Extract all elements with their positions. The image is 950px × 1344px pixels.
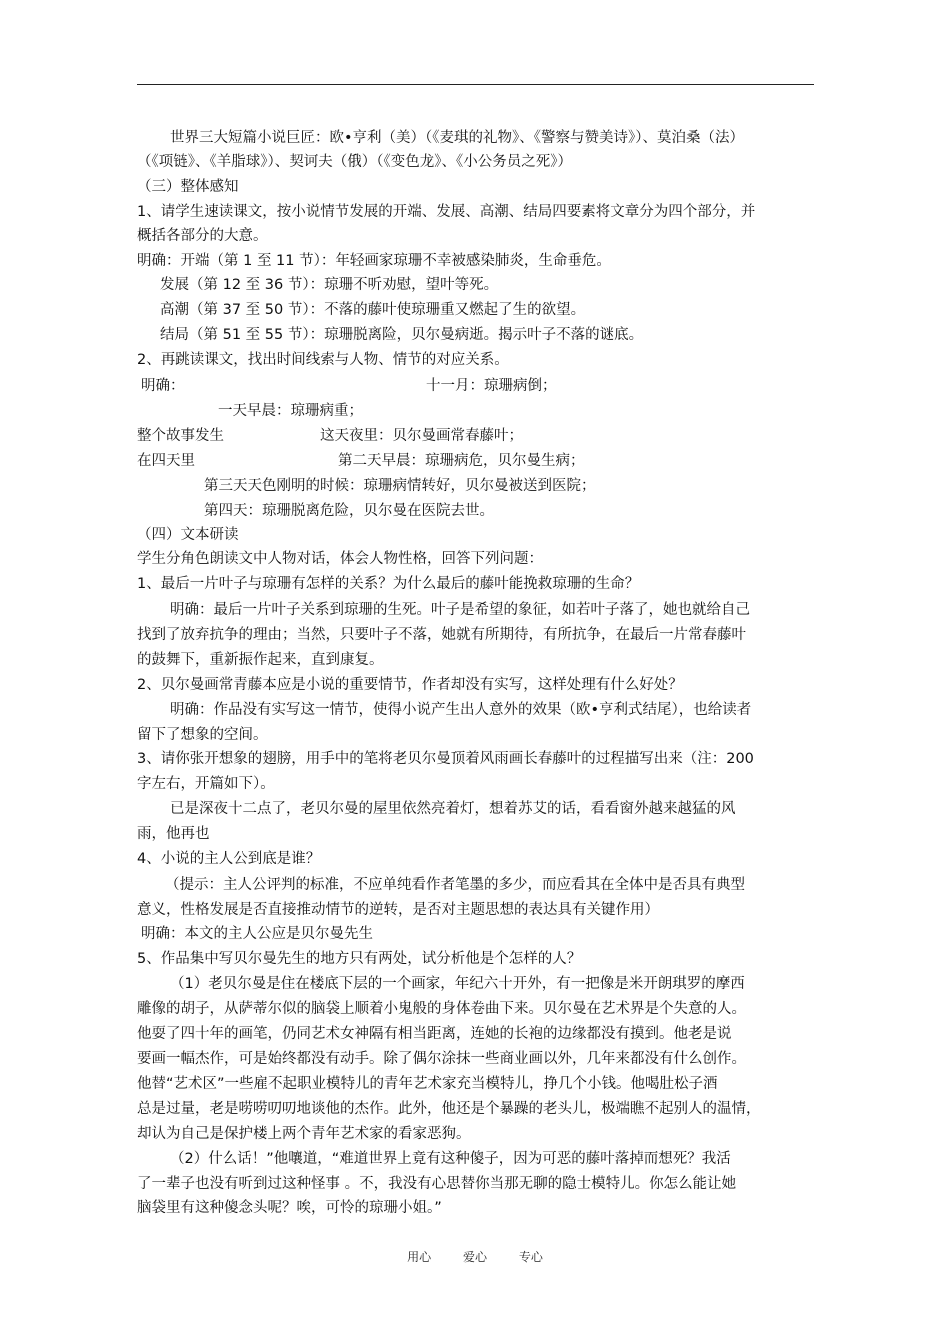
timeline-item: 第二天早晨：琼珊病危，贝尔曼生病； [338,453,585,469]
text-line: 高潮（第 37 至 50 节）：不落的藤叶使琼珊重又燃起了生的欲望。 [160,302,586,318]
text-line: 字左右，开篇如下）。 [137,776,275,792]
text-line: 要画一幅杰作，可是始终都没有动手。除了偶尔涂抹一些商业画以外，几年来都没有什么创作。 [137,1051,746,1067]
question: 3、请你张开想象的翅膀，用手中的笔将老贝尔曼顶着风雨画长春藤叶的过程描写出来（注：200 [137,751,754,767]
timeline-item: 第三天天色刚明的时候：琼珊病情转好，贝尔曼被送到医院； [204,478,596,494]
question: 5、作品集中写贝尔曼先生的地方只有两处，试分析他是个怎样的人？ [137,951,582,967]
text-line: 结局（第 51 至 55 节）：琼珊脱离险，贝尔曼病逝。揭示叶子不落的谜底。 [160,327,644,343]
text-line: 雕像的胡子，从萨蒂尔似的脑袋上顺着小鬼般的身体卷曲下来。贝尔曼在艺术界是个失意的人。 [137,1001,746,1017]
footer-text: 用心 [407,1250,432,1264]
footer-text: 专心 [518,1250,543,1264]
text-line: 找到了放弃抗争的理由；当然，只要叶子不落，她就有所期待，有所抗争，在最后一片常春藤叶 [137,627,746,643]
timeline-item: 这天夜里：贝尔曼画常春藤叶； [320,428,523,444]
answer: 明确：本文的主人公应是贝尔曼先生 [141,926,373,942]
text-line: 发展（第 12 至 36 节）：琼珊不听劝慰，望叶等死。 [160,277,499,293]
header-rule [137,84,814,85]
answer-label: 明确： [141,378,185,394]
text-line: 留下了想象的空间。 [137,727,268,743]
text-line: 总是过量，老是唠唠叨叨地谈他的杰作。此外，他还是个暴躁的老头儿，极端瞧不起别人的温情， [137,1101,761,1117]
timeline-item: 十一月：琼珊病倒； [426,378,557,394]
text-line: 雨，他再也 [137,826,210,842]
timeline-label: 在四天里 [137,453,195,469]
text-line: 他替“艺术区”一些雇不起职业模特儿的青年艺术家充当模特儿，挣几个小钱。他喝肚松子酒 [137,1076,718,1092]
timeline-item: 第四天：琼珊脱离危险，贝尔曼在医院去世。 [204,503,494,519]
question: 2、再跳读课文，找出时间线索与人物、情节的对应关系。 [137,352,509,368]
text-line: （2）什么话！”他嚷道，“难道世界上竟有这种傻子，因为可恶的藤叶落掉而想死？我活 [170,1151,731,1167]
text-line: 意义，性格发展是否直接推动情节的逆转，是否对主题思想的表达具有关键作用） [137,902,659,918]
question: 4、小说的主人公到底是谁？ [137,851,321,867]
answer: 明确：作品没有实写这一情节，使得小说产生出人意外的效果（欧•亨利式结尾），也给读者 [170,702,752,718]
section-heading: （三）整体感知 [137,179,239,195]
text-line: 学生分角色朗读文中人物对话，体会人物性格，回答下列问题： [137,551,543,567]
text-line: 概括各部分的大意。 [137,228,268,244]
text-line: 世界三大短篇小说巨匠：欧•亨利（美）（《麦琪的礼物》、《警察与赞美诗》）、莫泊桑（法） [170,130,745,146]
section-heading: （四）文本研读 [137,527,239,543]
text-line: 了一辈子也没有听到过这种怪事 。不，我没有心思替你当那无聊的隐士模特儿。你怎么能让她 [137,1176,737,1192]
answer: 明确：开端（第 1 至 11 节）：年轻画家琼珊不幸被感染肺炎，生命垂危。 [137,253,611,269]
page-footer [0,1248,950,1265]
text-line: 的鼓舞下，重新振作起来，直到康复。 [137,652,384,668]
text-line: 已是深夜十二点了，老贝尔曼的屋里依然亮着灯，想着苏艾的话，看看窗外越来越猛的风 [170,801,736,817]
answer: 明确：最后一片叶子关系到琼珊的生死。叶子是希望的象征，如若叶子落了，她也就给自己 [170,602,750,618]
text-line: （《项链》、《羊脂球》）、契诃夫（俄）（《变色龙》、《小公务员之死》） [137,154,572,170]
text-line: 脑袋里有这种傻念头呢？唉，可怜的琼珊小姐。” [137,1200,442,1216]
footer-text: 爱心 [462,1250,487,1264]
timeline-item: 一天早晨：琼珊病重； [218,403,363,419]
text-line: 却认为自己是保护楼上两个青年艺术家的看家恶狗。 [137,1126,471,1142]
hint: （提示：主人公评判的标准，不应单纯看作者笔墨的多少，而应看其在全体中是否具有典型 [165,877,745,893]
question: 2、贝尔曼画常青藤本应是小说的重要情节，作者却没有实写，这样处理有什么好处？ [137,677,683,693]
text-line: 他耍了四十年的画笔，仍同艺术女神隔有相当距离，连她的长袍的边缘都没有摸到。他老是说 [137,1026,732,1042]
timeline-label: 整个故事发生 [137,428,224,444]
question: 1、最后一片叶子与琼珊有怎样的关系？为什么最后的藤叶能挽救琼珊的生命？ [137,576,640,592]
question: 1、请学生速读课文，按小说情节发展的开端、发展、高潮、结局四要素将文章分为四个部分，并 [137,204,756,220]
text-line: （1）老贝尔曼是住在楼底下层的一个画家，年纪六十开外，有一把像是米开朗琪罗的摩西 [170,976,745,992]
